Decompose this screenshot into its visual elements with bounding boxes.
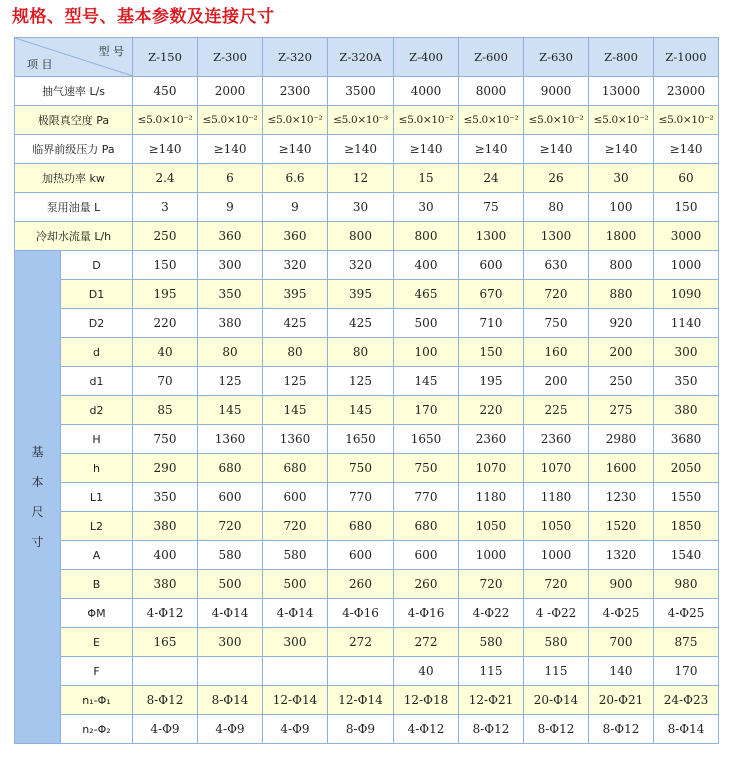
dimension-value: 220 bbox=[133, 309, 198, 338]
dimension-value: 8-Φ12 bbox=[133, 686, 198, 715]
param-value: 30 bbox=[328, 193, 394, 222]
dimension-value: 600 bbox=[328, 541, 394, 570]
dimension-value: 4-Φ9 bbox=[263, 715, 328, 744]
param-value: 9000 bbox=[524, 77, 589, 106]
dimension-row bbox=[15, 570, 719, 599]
dimension-value: 1180 bbox=[524, 483, 589, 512]
dimension-value: 4-Φ16 bbox=[328, 599, 394, 628]
param-value: 30 bbox=[589, 164, 654, 193]
dimension-value: 680 bbox=[198, 454, 263, 483]
param-value: 100 bbox=[589, 193, 654, 222]
dimension-value: 1650 bbox=[394, 425, 459, 454]
dimension-value: 145 bbox=[198, 396, 263, 425]
header-row bbox=[15, 38, 719, 77]
dimension-value: 680 bbox=[394, 512, 459, 541]
param-row bbox=[15, 106, 719, 135]
dimension-value bbox=[328, 657, 394, 686]
param-value: 1800 bbox=[589, 222, 654, 251]
item-header-label: 项 目 bbox=[27, 58, 53, 71]
param-row bbox=[15, 164, 719, 193]
dimension-value: 1540 bbox=[654, 541, 719, 570]
dimension-row bbox=[15, 715, 719, 744]
dimension-value: 980 bbox=[654, 570, 719, 599]
dimensions-side-label bbox=[15, 251, 61, 744]
dimension-value: 195 bbox=[133, 280, 198, 309]
dimension-value: 8-Φ12 bbox=[589, 715, 654, 744]
dimension-value: 20-Φ14 bbox=[524, 686, 589, 715]
param-value: 6 bbox=[198, 164, 263, 193]
dimension-label: A bbox=[61, 541, 133, 570]
dimension-value: 680 bbox=[263, 454, 328, 483]
dimension-value: 12-Φ14 bbox=[263, 686, 328, 715]
dimension-value: 350 bbox=[133, 483, 198, 512]
dimension-value: 1140 bbox=[654, 309, 719, 338]
param-value: 9 bbox=[198, 193, 263, 222]
dimension-value: 8-Φ14 bbox=[654, 715, 719, 744]
dimension-value: 750 bbox=[133, 425, 198, 454]
dimension-value: 140 bbox=[589, 657, 654, 686]
param-value: ≤5.0×10⁻² bbox=[133, 106, 198, 135]
model-header: Z-1000 bbox=[654, 38, 719, 77]
param-label: 抽气速率 L/s bbox=[15, 77, 133, 106]
dimension-label: D2 bbox=[61, 309, 133, 338]
param-value: 26 bbox=[524, 164, 589, 193]
dimension-value: 630 bbox=[524, 251, 589, 280]
dimension-label: d bbox=[61, 338, 133, 367]
param-value: 1300 bbox=[459, 222, 524, 251]
param-value: ≥140 bbox=[524, 135, 589, 164]
param-value: ≥140 bbox=[328, 135, 394, 164]
dimension-value: 20-Φ21 bbox=[589, 686, 654, 715]
dimension-value: 1050 bbox=[459, 512, 524, 541]
dimension-value: 770 bbox=[394, 483, 459, 512]
dimension-value: 85 bbox=[133, 396, 198, 425]
dimension-value: 1000 bbox=[524, 541, 589, 570]
dimension-value: 115 bbox=[524, 657, 589, 686]
dimension-row bbox=[15, 454, 719, 483]
dimension-value: 875 bbox=[654, 628, 719, 657]
dimension-value: 145 bbox=[328, 396, 394, 425]
dimension-value: 720 bbox=[524, 280, 589, 309]
param-label: 临界前级压力 Pa bbox=[15, 135, 133, 164]
dimension-value: 720 bbox=[524, 570, 589, 599]
dimension-row bbox=[15, 251, 719, 280]
dimension-value: 150 bbox=[459, 338, 524, 367]
param-value: 2300 bbox=[263, 77, 328, 106]
dimension-value: 400 bbox=[133, 541, 198, 570]
dimension-row bbox=[15, 599, 719, 628]
param-value: 24 bbox=[459, 164, 524, 193]
dimension-value: 275 bbox=[589, 396, 654, 425]
model-header: Z-320 bbox=[263, 38, 328, 77]
dimension-value: 290 bbox=[133, 454, 198, 483]
dimension-value: 12-Φ14 bbox=[328, 686, 394, 715]
corner-cell bbox=[15, 38, 133, 77]
param-value: 150 bbox=[654, 193, 719, 222]
param-value: 2.4 bbox=[133, 164, 198, 193]
dimension-value: 4-Φ14 bbox=[263, 599, 328, 628]
param-value: ≤5.0×10⁻² bbox=[589, 106, 654, 135]
param-label: 加热功率 kw bbox=[15, 164, 133, 193]
dimension-value: 125 bbox=[263, 367, 328, 396]
dimension-label: B bbox=[61, 570, 133, 599]
dimension-value: 145 bbox=[263, 396, 328, 425]
dimension-value: 670 bbox=[459, 280, 524, 309]
dimension-value: 750 bbox=[394, 454, 459, 483]
param-value: ≥140 bbox=[133, 135, 198, 164]
param-value: ≥140 bbox=[654, 135, 719, 164]
dimension-value: 4-Φ12 bbox=[133, 599, 198, 628]
param-value: 1300 bbox=[524, 222, 589, 251]
dimension-value: 170 bbox=[394, 396, 459, 425]
dimension-value: 24-Φ23 bbox=[654, 686, 719, 715]
dimension-value: 145 bbox=[394, 367, 459, 396]
dimension-value: 260 bbox=[394, 570, 459, 599]
param-label: 极限真空度 Pa bbox=[15, 106, 133, 135]
dimension-value: 1000 bbox=[654, 251, 719, 280]
dimension-value: 1090 bbox=[654, 280, 719, 309]
dimension-label: F bbox=[61, 657, 133, 686]
param-value: 250 bbox=[133, 222, 198, 251]
dimension-value: 425 bbox=[263, 309, 328, 338]
param-value: 6.6 bbox=[263, 164, 328, 193]
dimension-value: 4-Φ16 bbox=[394, 599, 459, 628]
dimension-value: 160 bbox=[524, 338, 589, 367]
dimension-value: 800 bbox=[589, 251, 654, 280]
dimension-value: 8-Φ12 bbox=[459, 715, 524, 744]
dimension-label: L1 bbox=[61, 483, 133, 512]
param-value: 8000 bbox=[459, 77, 524, 106]
dimension-value: 1850 bbox=[654, 512, 719, 541]
param-value: 60 bbox=[654, 164, 719, 193]
dimension-value: 80 bbox=[198, 338, 263, 367]
dimension-value: 4-Φ14 bbox=[198, 599, 263, 628]
dimension-value: 500 bbox=[198, 570, 263, 599]
dimension-value: 1230 bbox=[589, 483, 654, 512]
dimension-value bbox=[263, 657, 328, 686]
dimension-value: 170 bbox=[654, 657, 719, 686]
param-value: 30 bbox=[394, 193, 459, 222]
param-value: ≤5.0×10⁻² bbox=[394, 106, 459, 135]
dimension-value: 125 bbox=[328, 367, 394, 396]
dimensions-side-text: 基本尺寸 bbox=[31, 444, 44, 549]
param-value: ≥140 bbox=[459, 135, 524, 164]
dimension-value: 900 bbox=[589, 570, 654, 599]
param-value: 360 bbox=[198, 222, 263, 251]
spec-table bbox=[14, 37, 719, 744]
dimension-value: 250 bbox=[589, 367, 654, 396]
dimension-value: 395 bbox=[328, 280, 394, 309]
dimension-value bbox=[198, 657, 263, 686]
dimension-value: 720 bbox=[198, 512, 263, 541]
dimension-value: 880 bbox=[589, 280, 654, 309]
dimension-value: 12-Φ18 bbox=[394, 686, 459, 715]
dimension-label: D bbox=[61, 251, 133, 280]
dimension-label: ΦM bbox=[61, 599, 133, 628]
dimension-label: d1 bbox=[61, 367, 133, 396]
dimension-value bbox=[133, 657, 198, 686]
dimension-row bbox=[15, 512, 719, 541]
dimension-value: 395 bbox=[263, 280, 328, 309]
dimension-value: 1360 bbox=[198, 425, 263, 454]
dimension-row bbox=[15, 628, 719, 657]
dimension-value: 1320 bbox=[589, 541, 654, 570]
dimension-value: 700 bbox=[589, 628, 654, 657]
dimension-label: d2 bbox=[61, 396, 133, 425]
dimension-value: 200 bbox=[524, 367, 589, 396]
param-label: 冷却水流量 L/h bbox=[15, 222, 133, 251]
param-row bbox=[15, 222, 719, 251]
dimension-value: 320 bbox=[263, 251, 328, 280]
dimension-value: 1050 bbox=[524, 512, 589, 541]
dimension-value: 1180 bbox=[459, 483, 524, 512]
param-value: 75 bbox=[459, 193, 524, 222]
dimension-value: 465 bbox=[394, 280, 459, 309]
model-header: Z-300 bbox=[198, 38, 263, 77]
dimension-value: 425 bbox=[328, 309, 394, 338]
dimension-value: 680 bbox=[328, 512, 394, 541]
dimension-value: 4-Φ22 bbox=[459, 599, 524, 628]
dimension-value: 80 bbox=[263, 338, 328, 367]
dimension-value: 1650 bbox=[328, 425, 394, 454]
param-value: 12 bbox=[328, 164, 394, 193]
dimension-value: 300 bbox=[198, 628, 263, 657]
dimension-value: 4-Φ25 bbox=[654, 599, 719, 628]
dimension-row bbox=[15, 396, 719, 425]
dimension-value: 580 bbox=[263, 541, 328, 570]
param-value: ≤5.0×10⁻² bbox=[459, 106, 524, 135]
dimension-value: 3680 bbox=[654, 425, 719, 454]
dimension-value: 1520 bbox=[589, 512, 654, 541]
dimension-value: 8-Φ9 bbox=[328, 715, 394, 744]
dimension-value: 150 bbox=[133, 251, 198, 280]
model-header: Z-630 bbox=[524, 38, 589, 77]
param-value: 360 bbox=[263, 222, 328, 251]
dimension-value: 165 bbox=[133, 628, 198, 657]
dimension-value: 40 bbox=[133, 338, 198, 367]
dimension-value: 600 bbox=[394, 541, 459, 570]
param-label: 泵用油量 L bbox=[15, 193, 133, 222]
dimension-value: 380 bbox=[133, 512, 198, 541]
dimension-value: 195 bbox=[459, 367, 524, 396]
param-value: ≥140 bbox=[198, 135, 263, 164]
dimension-row bbox=[15, 338, 719, 367]
dimension-label: E bbox=[61, 628, 133, 657]
dimension-value: 720 bbox=[263, 512, 328, 541]
dimension-value: 2360 bbox=[459, 425, 524, 454]
dimension-value: 580 bbox=[524, 628, 589, 657]
dimension-value: 580 bbox=[198, 541, 263, 570]
dimension-label: L2 bbox=[61, 512, 133, 541]
dimension-value: 380 bbox=[133, 570, 198, 599]
dimension-value: 2360 bbox=[524, 425, 589, 454]
param-value: ≥140 bbox=[589, 135, 654, 164]
param-value: 80 bbox=[524, 193, 589, 222]
dimension-value: 40 bbox=[394, 657, 459, 686]
dimension-value: 4-Φ12 bbox=[394, 715, 459, 744]
dimension-label: H bbox=[61, 425, 133, 454]
dimension-value: 600 bbox=[198, 483, 263, 512]
param-value: 15 bbox=[394, 164, 459, 193]
dimension-value: 4-Φ9 bbox=[133, 715, 198, 744]
dimension-value: 220 bbox=[459, 396, 524, 425]
param-value: 23000 bbox=[654, 77, 719, 106]
dimension-value: 300 bbox=[198, 251, 263, 280]
dimension-value: 125 bbox=[198, 367, 263, 396]
model-header: Z-320A bbox=[328, 38, 394, 77]
dimension-value: 2980 bbox=[589, 425, 654, 454]
dimension-value: 750 bbox=[524, 309, 589, 338]
param-value: 3500 bbox=[328, 77, 394, 106]
param-value: 800 bbox=[328, 222, 394, 251]
dimension-label: n₁-Φ₁ bbox=[61, 686, 133, 715]
dimension-value: 272 bbox=[394, 628, 459, 657]
param-value: ≤5.0×10⁻² bbox=[263, 106, 328, 135]
dimension-value: 12-Φ21 bbox=[459, 686, 524, 715]
dimension-row bbox=[15, 309, 719, 338]
dimension-row bbox=[15, 367, 719, 396]
dimension-row bbox=[15, 657, 719, 686]
dimension-value: 710 bbox=[459, 309, 524, 338]
dimension-value: 580 bbox=[459, 628, 524, 657]
dimension-value: 600 bbox=[459, 251, 524, 280]
dimension-value: 500 bbox=[263, 570, 328, 599]
dimension-value: 1070 bbox=[459, 454, 524, 483]
dimension-value: 350 bbox=[654, 367, 719, 396]
dimension-value: 600 bbox=[263, 483, 328, 512]
param-row bbox=[15, 77, 719, 106]
param-value: 4000 bbox=[394, 77, 459, 106]
dimension-value: 750 bbox=[328, 454, 394, 483]
dimension-value: 380 bbox=[198, 309, 263, 338]
param-value: ≤5.0×10⁻² bbox=[654, 106, 719, 135]
param-value: ≥140 bbox=[263, 135, 328, 164]
page-title: 规格、型号、基本参数及连接尺寸 bbox=[12, 7, 275, 27]
model-header: Z-600 bbox=[459, 38, 524, 77]
param-value: 3 bbox=[133, 193, 198, 222]
dimension-value: 500 bbox=[394, 309, 459, 338]
dimension-value: 300 bbox=[263, 628, 328, 657]
dimension-row bbox=[15, 280, 719, 309]
dimension-label: D1 bbox=[61, 280, 133, 309]
dimension-value: 2050 bbox=[654, 454, 719, 483]
dimension-value: 1070 bbox=[524, 454, 589, 483]
dimension-value: 4-Φ25 bbox=[589, 599, 654, 628]
param-value: 2000 bbox=[198, 77, 263, 106]
dimension-value: 100 bbox=[394, 338, 459, 367]
dimension-value: 720 bbox=[459, 570, 524, 599]
dimension-value: 4 -Φ22 bbox=[524, 599, 589, 628]
dimension-row bbox=[15, 541, 719, 570]
dimension-value: 1360 bbox=[263, 425, 328, 454]
dimension-value: 70 bbox=[133, 367, 198, 396]
dimension-value: 1600 bbox=[589, 454, 654, 483]
model-header: Z-800 bbox=[589, 38, 654, 77]
param-value: ≤5.0×10⁻² bbox=[524, 106, 589, 135]
model-header-label: 型 号 bbox=[98, 45, 124, 58]
dimension-value: 200 bbox=[589, 338, 654, 367]
dimension-value: 770 bbox=[328, 483, 394, 512]
dimension-value: 320 bbox=[328, 251, 394, 280]
param-value: 3000 bbox=[654, 222, 719, 251]
dimension-value: 1550 bbox=[654, 483, 719, 512]
dimension-value: 225 bbox=[524, 396, 589, 425]
param-value: 450 bbox=[133, 77, 198, 106]
param-value: 13000 bbox=[589, 77, 654, 106]
dimension-value: 400 bbox=[394, 251, 459, 280]
dimension-value: 350 bbox=[198, 280, 263, 309]
dimension-value: 920 bbox=[589, 309, 654, 338]
dimension-row bbox=[15, 483, 719, 512]
model-header: Z-400 bbox=[394, 38, 459, 77]
dimension-value: 260 bbox=[328, 570, 394, 599]
dimension-value: 300 bbox=[654, 338, 719, 367]
param-value: ≥140 bbox=[394, 135, 459, 164]
dimension-value: 1000 bbox=[459, 541, 524, 570]
param-row bbox=[15, 135, 719, 164]
dimension-label: n₂-Φ₂ bbox=[61, 715, 133, 744]
dimension-value: 8-Φ14 bbox=[198, 686, 263, 715]
dimension-value: 80 bbox=[328, 338, 394, 367]
dimension-value: 272 bbox=[328, 628, 394, 657]
dimension-label: h bbox=[61, 454, 133, 483]
param-value: 9 bbox=[263, 193, 328, 222]
dimension-row bbox=[15, 686, 719, 715]
dimension-value: 115 bbox=[459, 657, 524, 686]
dimension-value: 4-Φ9 bbox=[198, 715, 263, 744]
param-value: 800 bbox=[394, 222, 459, 251]
dimension-value: 380 bbox=[654, 396, 719, 425]
dimension-row bbox=[15, 425, 719, 454]
model-header: Z-150 bbox=[133, 38, 198, 77]
param-value: ≤5.0×10⁻² bbox=[198, 106, 263, 135]
param-value: ≤5.0×10⁻³ bbox=[328, 106, 394, 135]
dimension-value: 8-Φ12 bbox=[524, 715, 589, 744]
param-row bbox=[15, 193, 719, 222]
